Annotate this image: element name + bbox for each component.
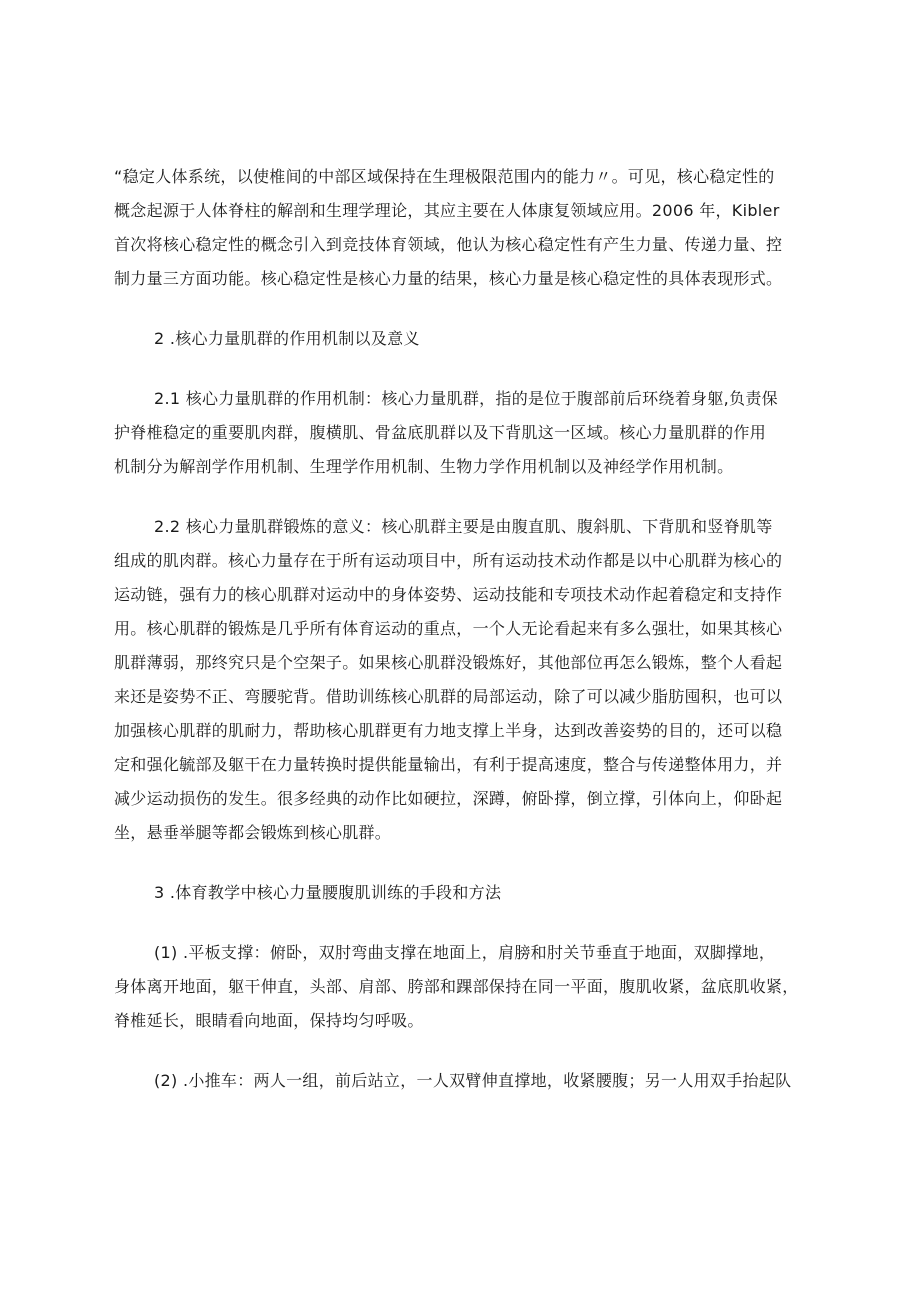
text-line: 概念起源于人体脊柱的解剖和生理学理论，其应主要在人体康复领域应用。2006 年，Kibler: [114, 201, 780, 220]
heading-text: 2 .核心力量肌群的作用机制以及意义: [154, 329, 420, 348]
text-line: 运动链，强有力的核心肌群对运动中的身体姿势、运动技能和专项技术动作起着稳定和支持作: [114, 585, 783, 604]
text-line: 来还是姿势不正、弯腰驼背。借助训练核心肌群的局部运动，除了可以减少脂肪囤积，也可以: [114, 687, 783, 706]
text-line: “稳定人体系统，以使椎间的中部区域保持在生理极限范围内的能力〃。可见，核心稳定性的: [114, 167, 775, 186]
text-line: 脊椎延长，眼睛看向地面，保持均匀呼吸。: [114, 1011, 424, 1030]
paragraph-wheelbarrow: [114, 1064, 826, 1098]
heading-text: 3 .体育教学中核心力量腰腹肌训练的手段和方法: [154, 883, 502, 902]
paragraph-2-1-mechanism: [114, 382, 826, 484]
text-line: 肌群薄弱，那终究只是个空架子。如果核心肌群没锻炼好，其他部位再怎么锻炼，整个人看起: [114, 653, 783, 672]
text-line: 坐，悬垂举腿等都会锻炼到核心肌群。: [114, 823, 392, 842]
paragraph-core-stability-definition: [114, 160, 826, 296]
text-line: (1) .平板支撑：俯卧，双肘弯曲支撑在地面上，肩膀和肘关节垂直于地面，双脚撑地，: [154, 943, 776, 962]
paragraph-plank: [114, 936, 826, 1038]
section-heading-3: [114, 876, 826, 910]
text-line: 组成的肌肉群。核心力量存在于所有运动项目中，所有运动技术动作都是以中心肌群为核心的: [114, 551, 783, 570]
text-line: 身体离开地面，躯干伸直，头部、肩部、胯部和踝部保持在同一平面，腹肌收紧，盆底肌收紧，: [114, 977, 799, 996]
text-line: 2.2 核心力量肌群锻炼的意义：核心肌群主要是由腹直肌、腹斜肌、下背肌和竖脊肌等: [154, 517, 773, 536]
text-line: 减少运动损伤的发生。很多经典的动作比如硬拉，深蹲，俯卧撑，倒立撑，引体向上，仰卧起: [114, 789, 783, 808]
section-heading-2: [114, 322, 826, 356]
text-line: 制力量三方面功能。核心稳定性是核心力量的结果，核心力量是核心稳定性的具体表现形式。: [114, 269, 783, 288]
text-line: 用。核心肌群的锻炼是几乎所有体育运动的重点，一个人无论看起来有多么强壮，如果其核心: [114, 619, 783, 638]
document-body: [114, 160, 826, 1124]
text-line: 护脊椎稳定的重要肌肉群，腹横肌、骨盆底肌群以及下背肌这一区域。核心力量肌群的作用: [114, 423, 767, 442]
text-line: 首次将核心稳定性的概念引入到竞技体育领域，他认为核心稳定性有产生力量、传递力量、控: [114, 235, 783, 254]
text-line: 2.1 核心力量肌群的作用机制：核心力量肌群，指的是位于腹部前后环绕着身躯,负责保: [154, 389, 778, 408]
text-line: (2) .小推车：两人一组，前后站立，一人双臂伸直撑地，收紧腰腹；另一人用双手抬起队: [154, 1071, 792, 1090]
text-line: 加强核心肌群的肌耐力，帮助核心肌群更有力地支撑上半身，达到改善姿势的目的，还可以稳: [114, 721, 783, 740]
text-line: 机制分为解剖学作用机制、生理学作用机制、生物力学作用机制以及神经学作用机制。: [114, 457, 734, 476]
paragraph-2-2-significance: [114, 510, 826, 850]
text-line: 定和强化毓部及躯干在力量转换时提供能量输出，有利于提高速度，整合与传递整体用力，并: [114, 755, 783, 774]
